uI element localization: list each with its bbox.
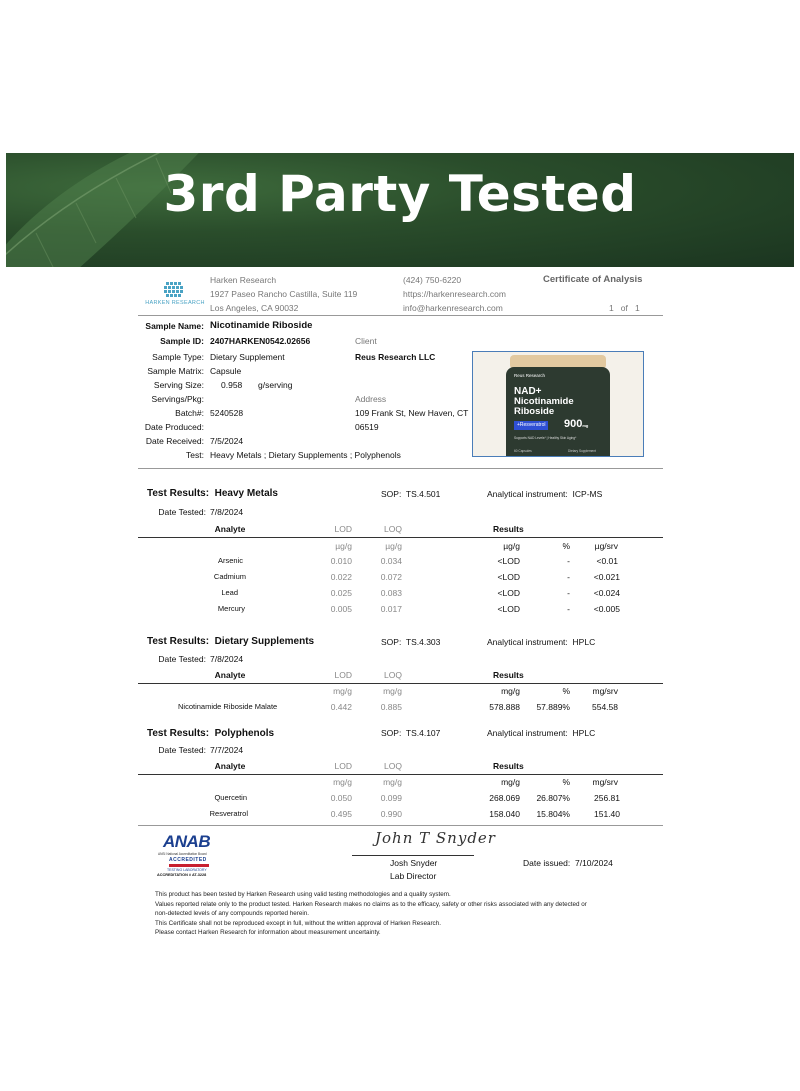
disclaimer-line: Values reported relate only to the product tested. Harken Research makes no claims as to the efficacy, safety or other risks associated with any detected or xyxy=(155,900,587,908)
srv-value: 554.58 xyxy=(592,702,618,712)
sop-value: TS.4.107 xyxy=(405,728,441,738)
polyphenols-date: 7/7/2024 xyxy=(210,745,244,755)
date-tested-label: Date Tested: xyxy=(158,654,206,664)
loq-value: 0.017 xyxy=(380,604,402,614)
table-rule xyxy=(138,683,663,684)
unit-loq: mg/g xyxy=(383,686,402,696)
unit-srv: mg/srv xyxy=(592,777,618,787)
serving-size-label: Serving Size: xyxy=(153,380,204,390)
loq-value: 0.083 xyxy=(380,588,402,598)
loq-value: 0.034 xyxy=(380,556,402,566)
polyphenols-sop xyxy=(381,728,440,738)
lod-value: 0.025 xyxy=(330,588,352,598)
sample-id-label: Sample ID: xyxy=(160,336,204,346)
table-rule xyxy=(138,537,663,538)
polyphenols-title: Polyphenols xyxy=(214,728,275,739)
lod-value: 0.005 xyxy=(330,604,352,614)
jar-tagline: Supports NAD Levels* | Healthy Skin Aging* xyxy=(514,436,577,440)
heavy-metals-heading xyxy=(147,488,278,499)
srv-value: 256.81 xyxy=(594,793,620,803)
unit-srv: µg/srv xyxy=(594,541,618,551)
jar-dose xyxy=(564,418,588,430)
jar-body xyxy=(506,367,610,457)
lod-value: 0.022 xyxy=(330,572,352,582)
analyte-name: Lead xyxy=(221,588,238,597)
jar-line-3: Riboside xyxy=(514,406,555,417)
lod-value: 0.495 xyxy=(330,809,352,819)
srv-value: <0.024 xyxy=(593,588,620,598)
unit-result: mg/g xyxy=(501,777,520,787)
unit-result: µg/g xyxy=(503,541,520,551)
analyte-name: Arsenic xyxy=(217,556,243,565)
sample-type: Dietary Supplement xyxy=(210,352,285,362)
lod-value: 0.442 xyxy=(330,702,352,712)
pct-value: - xyxy=(567,572,570,582)
loq-header: LOQ xyxy=(384,670,402,680)
analyte-name: Cadmium xyxy=(213,572,246,581)
instrument-value: ICP-MS xyxy=(572,489,603,499)
anab-logo: ANAB xyxy=(163,832,211,851)
date-produced-label: Date Produced: xyxy=(144,422,204,432)
disclaimer xyxy=(155,890,587,938)
result-value: 158.040 xyxy=(489,809,520,819)
signatory-name: Josh Snyder xyxy=(390,858,438,868)
srv-value: <0.021 xyxy=(593,572,620,582)
heavy-metals-instrument xyxy=(487,489,602,499)
signature-image: John T Snyder xyxy=(375,829,496,847)
sample-name-label: Sample Name: xyxy=(145,321,204,331)
pct-value: 26.807% xyxy=(536,793,570,803)
lab-website[interactable]: https://harkenresearch.com xyxy=(403,289,506,299)
date-received-label: Date Received: xyxy=(145,436,204,446)
sop-value: TS.4.303 xyxy=(405,637,441,647)
sample-name: Nicotinamide Riboside xyxy=(210,320,313,331)
product-image xyxy=(472,351,644,457)
dietary-supplements-title: Dietary Supplements xyxy=(214,636,315,647)
anab-lab-type: TESTING LABORATORY xyxy=(167,868,207,872)
analyte-header: Analyte xyxy=(214,761,246,771)
instrument-label: Analytical instrument: xyxy=(487,728,568,738)
lab-phone: (424) 750-6220 xyxy=(403,275,462,285)
result-value: <LOD xyxy=(497,588,520,598)
results-header: Results xyxy=(493,670,524,680)
servings-per-pkg-label: Servings/Pkg: xyxy=(151,394,204,404)
unit-loq: mg/g xyxy=(383,777,402,787)
lab-address-2: Los Angeles, CA 90032 xyxy=(210,303,299,313)
sop-label: SOP: xyxy=(381,637,402,647)
jar-dose-unit: mg xyxy=(582,423,589,428)
lab-address-1: 1927 Paseo Rancho Castilla, Suite 119 xyxy=(210,289,358,299)
analyte-header: Analyte xyxy=(214,524,246,534)
client-address-2: 06519 xyxy=(355,422,379,432)
jar-badge: +Resveratrol xyxy=(514,421,548,430)
unit-pct: % xyxy=(562,541,570,551)
heavy-metals-date: 7/8/2024 xyxy=(210,507,244,517)
banner-title: 3rd Party Tested xyxy=(163,165,637,223)
dietary-supplements-heading xyxy=(147,636,314,647)
pct-value: 57.889% xyxy=(536,702,570,712)
client-address-label: Address xyxy=(355,394,387,404)
divider xyxy=(138,468,663,469)
unit-pct: % xyxy=(562,777,570,787)
sample-type-label: Sample Type: xyxy=(152,352,204,362)
anab-number: ACCREDITATION # AT-3228 xyxy=(157,873,207,877)
loq-value: 0.885 xyxy=(380,702,402,712)
client-address-1: 109 Frank St, New Haven, CT xyxy=(355,408,469,418)
analyte-header: Analyte xyxy=(214,670,246,680)
batch-number: 5240528 xyxy=(210,408,244,418)
unit-loq: µg/g xyxy=(385,541,402,551)
serving-size: 0.958 xyxy=(221,380,243,390)
heavy-metals-title: Heavy Metals xyxy=(214,488,278,499)
date-tested-label: Date Tested: xyxy=(158,745,206,755)
instrument-label: Analytical instrument: xyxy=(487,489,568,499)
anab-badge xyxy=(155,828,225,883)
result-value: <LOD xyxy=(497,556,520,566)
date-issued xyxy=(523,858,613,868)
lab-email[interactable]: info@harkenresearch.com xyxy=(403,303,503,313)
anab-accredited: ACCREDITED xyxy=(169,857,207,863)
analyte-name: Mercury xyxy=(217,604,245,613)
logo-text: HARKEN RESEARCH xyxy=(145,300,205,306)
sop-value: TS.4.501 xyxy=(405,489,441,499)
result-value: <LOD xyxy=(497,572,520,582)
lod-header: LOD xyxy=(334,524,352,534)
loq-value: 0.072 xyxy=(380,572,402,582)
jar-count: 60 Capsules xyxy=(514,449,532,453)
anab-stripe xyxy=(169,864,209,867)
pct-value: - xyxy=(567,588,570,598)
unit-srv: mg/srv xyxy=(592,686,618,696)
pct-value: - xyxy=(567,604,570,614)
sop-label: SOP: xyxy=(381,489,402,499)
results-header: Results xyxy=(493,761,524,771)
unit-lod: µg/g xyxy=(335,541,352,551)
polyphenols-heading xyxy=(147,728,274,739)
page-number: 1 of 1 xyxy=(609,303,640,313)
srv-value: <0.01 xyxy=(596,556,618,566)
disclaimer-line: non-detected levels of any compounds reported herein. xyxy=(155,910,310,918)
instrument-value: HPLC xyxy=(572,728,596,738)
lab-logo xyxy=(140,280,210,310)
sample-id: 2407HARKEN0542.02656 xyxy=(210,336,311,346)
divider xyxy=(138,825,663,826)
results-label: Test Results: xyxy=(147,728,210,739)
client-label: Client xyxy=(355,336,377,346)
dietary-instrument xyxy=(487,637,595,647)
unit-lod: mg/g xyxy=(333,777,352,787)
pct-value: 15.804% xyxy=(536,809,570,819)
dietary-sop xyxy=(381,637,440,647)
analyte-name: Resveratrol xyxy=(209,809,248,818)
instrument-label: Analytical instrument: xyxy=(487,637,568,647)
analyte-name: Quercetin xyxy=(214,793,247,802)
lod-value: 0.050 xyxy=(330,793,352,803)
client-name: Reus Research LLC xyxy=(355,352,436,362)
date-received: 7/5/2024 xyxy=(210,436,244,446)
date-tested-label: Date Tested: xyxy=(158,507,206,517)
srv-value: 151.40 xyxy=(594,809,620,819)
lab-name: Harken Research xyxy=(210,275,277,285)
heavy-metals-sop xyxy=(381,489,440,499)
tests-list: Heavy Metals ; Dietary Supplements ; Polyphenols xyxy=(210,450,401,460)
divider xyxy=(138,315,663,316)
date-issued-label: Date issued: xyxy=(523,858,571,868)
result-value: 268.069 xyxy=(489,793,520,803)
jar-line-1: NAD+ xyxy=(514,386,542,397)
pct-value: - xyxy=(567,556,570,566)
disclaimer-line: Please contact Harken Research for information about measurement uncertainty. xyxy=(155,929,381,937)
loq-value: 0.099 xyxy=(380,793,402,803)
analyte-name: Nicotinamide Riboside Malate xyxy=(178,702,278,711)
date-issued-value: 7/10/2024 xyxy=(574,858,613,868)
result-value: 578.888 xyxy=(489,702,520,712)
loq-header: LOQ xyxy=(384,524,402,534)
results-label: Test Results: xyxy=(147,488,210,499)
jar-brand: Reus Research xyxy=(514,373,546,378)
jar-category: Dietary Supplement xyxy=(568,449,596,453)
disclaimer-line: This Certificate shall not be reproduced except in full, without the written approval of Harken Research. xyxy=(155,919,441,927)
signature-line xyxy=(352,855,474,856)
signatory-title: Lab Director xyxy=(390,871,437,881)
sample-matrix: Capsule xyxy=(210,366,242,376)
loq-value: 0.990 xyxy=(380,809,402,819)
instrument-value: HPLC xyxy=(572,637,596,647)
document-title: Certificate of Analysis xyxy=(543,274,643,285)
polyphenols-instrument xyxy=(487,728,595,738)
results-label: Test Results: xyxy=(147,636,210,647)
unit-result: mg/g xyxy=(501,686,520,696)
result-value: <LOD xyxy=(497,604,520,614)
disclaimer-line: This product has been tested by Harken Research using valid testing methodologies and a quality system. xyxy=(155,891,451,898)
lod-header: LOD xyxy=(334,670,352,680)
sop-label: SOP: xyxy=(381,728,402,738)
batch-label: Batch#: xyxy=(175,408,204,418)
lod-value: 0.010 xyxy=(330,556,352,566)
serving-unit: g/serving xyxy=(258,380,293,390)
jar-line-2: Nicotinamide xyxy=(514,396,574,407)
dietary-date: 7/8/2024 xyxy=(210,654,244,664)
table-rule xyxy=(138,774,663,775)
unit-lod: mg/g xyxy=(333,686,352,696)
sample-matrix-label: Sample Matrix: xyxy=(147,366,204,376)
lod-header: LOD xyxy=(334,761,352,771)
test-label: Test: xyxy=(186,450,204,460)
unit-pct: % xyxy=(562,686,570,696)
loq-header: LOQ xyxy=(384,761,402,771)
jar-dose-value: 900 xyxy=(564,418,583,430)
anab-org: ANSI National Accreditation Board xyxy=(158,852,207,856)
results-header: Results xyxy=(493,524,524,534)
srv-value: <0.005 xyxy=(593,604,620,614)
